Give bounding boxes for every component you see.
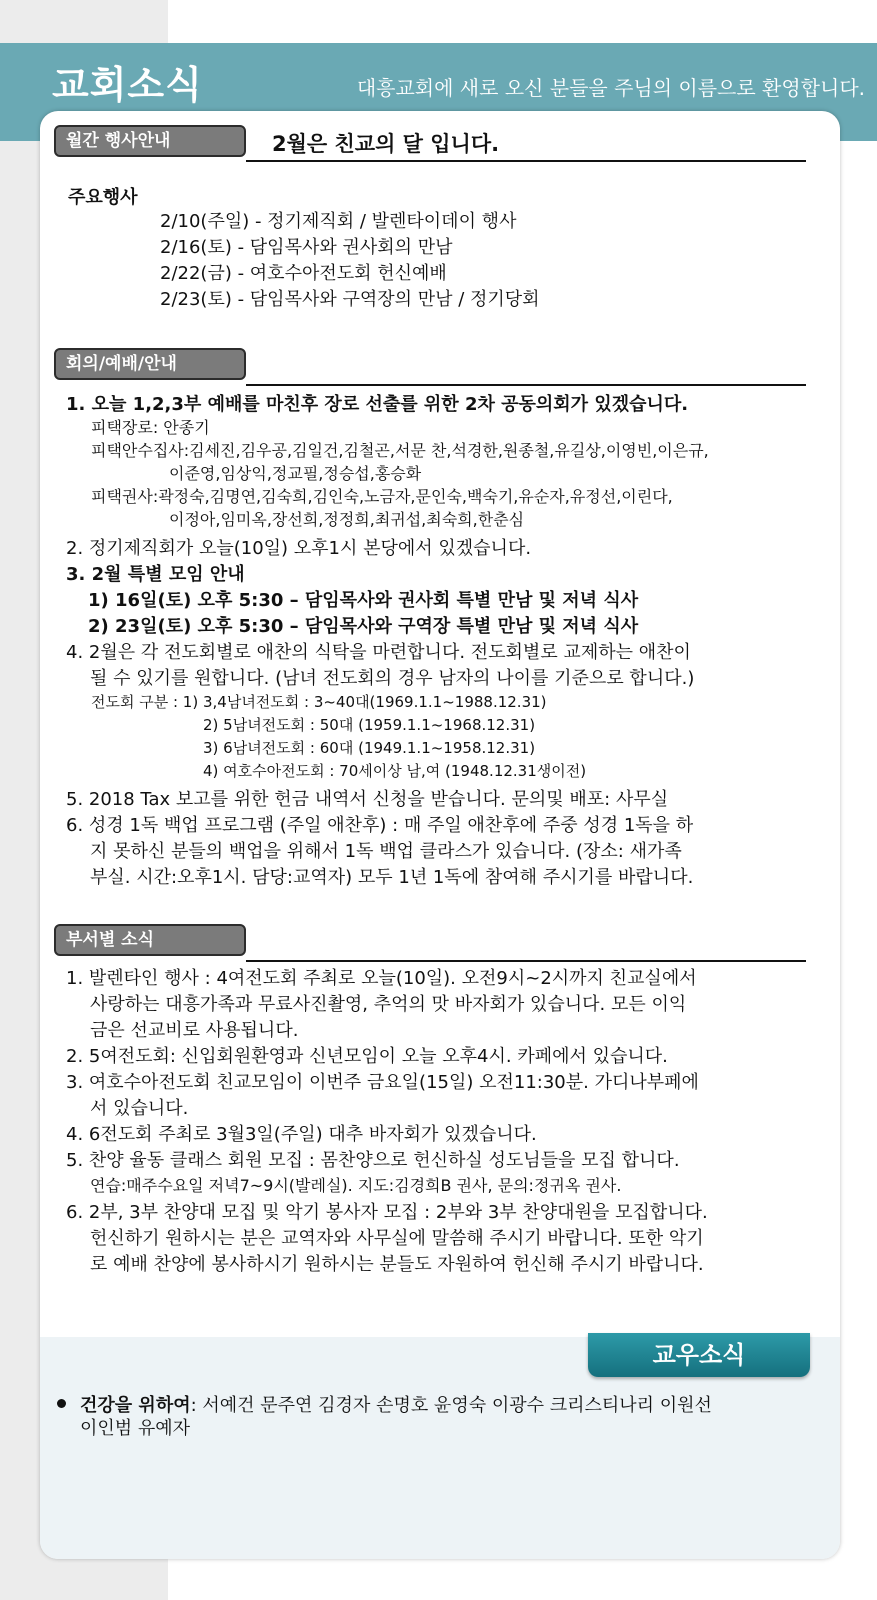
month-theme-title: 2월은 친교의 달 입니다.	[272, 132, 500, 156]
dept-news-line: 6. 2부, 3부 찬양대 모집 및 악기 봉사자 모집 : 2부와 3부 찬양대원을 모집합니다.	[66, 1202, 708, 1223]
dept-news-line: 헌신하기 원하시는 분은 교역자와 사무실에 말씀해 주시기 바랍니다. 또한 악기	[90, 1228, 704, 1249]
notice-line: 이정아,임미옥,장선희,정정희,최귀섭,최숙희,한춘심	[169, 510, 525, 529]
health-prayer-names-cont: 이인범 유예자	[80, 1418, 191, 1439]
notice-line: 2) 5남녀전도회 : 50대 (1959.1.1~1968.12.31)	[203, 716, 536, 734]
notice-line: 1) 16일(토) 오후 5:30 – 담임목사와 권사회 특별 만남 및 저녁 식사	[88, 590, 639, 611]
notice-line: 6. 성경 1독 백업 프로그램 (주일 애찬후) : 매 주일 애찬후에 주중 성경 1독을 하	[66, 815, 694, 836]
page-title: 교회소식	[52, 63, 203, 107]
welcome-subtitle: 대흥교회에 새로 오신 분들을 주님의 이름으로 환영합니다.	[356, 76, 865, 100]
dept-news-line: 금은 선교비로 사용됩니다.	[90, 1020, 299, 1041]
section-rule	[246, 160, 806, 162]
dept-news-line: 3. 여호수아전도회 친교모임이 이번주 금요일(15일) 오전11:30분. 가디나부페에	[66, 1072, 699, 1093]
notice-line: 전도회 구분 : 1) 3,4남녀전도회 : 3~40대(1969.1.1~1988.12.31)	[91, 693, 547, 711]
dept-news-line: 5. 찬양 율동 클래스 회원 모집 : 몸찬양으로 헌신하실 성도님들을 모집 합니다.	[66, 1150, 680, 1171]
event-item: 2/10(주일) - 정기제직회 / 발렌타이데이 행사	[160, 211, 517, 232]
notice-line: 2. 정기제직회가 오늘(10일) 오후1시 본당에서 있겠습니다.	[66, 538, 532, 559]
event-item: 2/16(토) - 담임목사와 권사회의 만남	[160, 237, 453, 258]
event-item: 2/22(금) - 여호수아전도회 헌신예배	[160, 263, 447, 284]
section-rule	[246, 384, 806, 386]
section-tag-meeting: 회의/예배/안내	[54, 348, 246, 380]
section-rule	[246, 960, 806, 962]
notice-line: 지 못하신 분들의 백업을 위해서 1독 백업 클라스가 있습니다. (장소: 새가족	[90, 841, 682, 862]
section-tag-department: 부서별 소식	[54, 924, 246, 956]
dept-news-line: 서 있습니다.	[90, 1098, 189, 1119]
notice-line: 될 수 있기를 원합니다. (남녀 전도회의 경우 남자의 나이를 기준으로 합니다.)	[90, 668, 695, 689]
notice-line: 피택안수집사:김세진,김우공,김일건,김철곤,서문 찬,석경한,원종철,유길상,이영빈,이은규,	[91, 441, 709, 460]
event-item: 2/23(토) - 담임목사와 구역장의 만남 / 정기당회	[160, 289, 540, 310]
notice-line: 피택권사:곽정숙,김명연,김숙희,김인숙,노금자,문인숙,백숙기,유순자,유정선,이린다,	[91, 487, 673, 506]
news-card	[40, 111, 840, 1559]
notice-line: 3) 6남녀전도회 : 60대 (1949.1.1~1958.12.31)	[203, 739, 536, 757]
notice-line: 3. 2월 특별 모임 안내	[66, 564, 245, 585]
section-tag-monthly: 월간 행사안내	[54, 125, 246, 157]
dept-news-line: 1. 발렌타인 행사 : 4여전도회 주최로 오늘(10일). 오전9시~2시까지 친교실에서	[66, 968, 697, 989]
dept-news-line: 2. 5여전도회: 신입회원환영과 신년모임이 오늘 오후4시. 카페에서 있습니다.	[66, 1046, 668, 1067]
notice-line: 5. 2018 Tax 보고를 위한 헌금 내역서 신청을 받습니다. 문의및 배포: 사무실	[66, 789, 669, 810]
dept-news-line: 연습:매주수요일 저녁7~9시(발레실). 지도:김경희B 권사, 문의:정귀옥 권사.	[90, 1176, 622, 1195]
notice-line: 4) 여호수아전도회 : 70세이상 남,여 (1948.12.31생이전)	[203, 762, 587, 780]
bullet-icon	[57, 1399, 66, 1408]
notice-line: 부실. 시간:오후1시. 담당:교역자) 모두 1년 1독에 참여해 주시기를 바랍니다.	[90, 867, 694, 888]
health-prayer-label: 건강을 위하여	[80, 1395, 191, 1416]
notice-line: 피택장로: 안종기	[91, 418, 210, 437]
health-prayer-names: : 서예건 문주연 김경자 손명호 윤영숙 이광수 크리스티나리 이원선	[190, 1395, 712, 1416]
dept-news-line: 로 예배 찬양에 봉사하시기 원하시는 분들도 자원하여 헌신해 주시기 바랍니다.	[90, 1254, 704, 1275]
dept-news-line: 사랑하는 대흥가족과 무료사진촬영, 추억의 맛 바자회가 있습니다. 모든 이익	[90, 994, 687, 1015]
notice-line: 2) 23일(토) 오후 5:30 – 담임목사와 구역장 특별 만남 및 저녁 식사	[88, 616, 639, 637]
notice-line: 이준영,임상익,정교필,정승섭,홍승화	[169, 464, 422, 483]
dept-news-line: 4. 6전도회 주최로 3월3일(주일) 대추 바자회가 있겠습니다.	[66, 1124, 537, 1145]
notice-line: 1. 오늘 1,2,3부 예배를 마친후 장로 선출를 위한 2차 공동의회가 있겠습니다.	[66, 394, 689, 415]
member-news-banner: 교우소식	[588, 1333, 810, 1377]
main-events-heading: 주요행사	[68, 187, 138, 208]
notice-line: 4. 2월은 각 전도회별로 애찬의 식탁을 마련합니다. 전도회별로 교제하는 애찬이	[66, 642, 691, 663]
